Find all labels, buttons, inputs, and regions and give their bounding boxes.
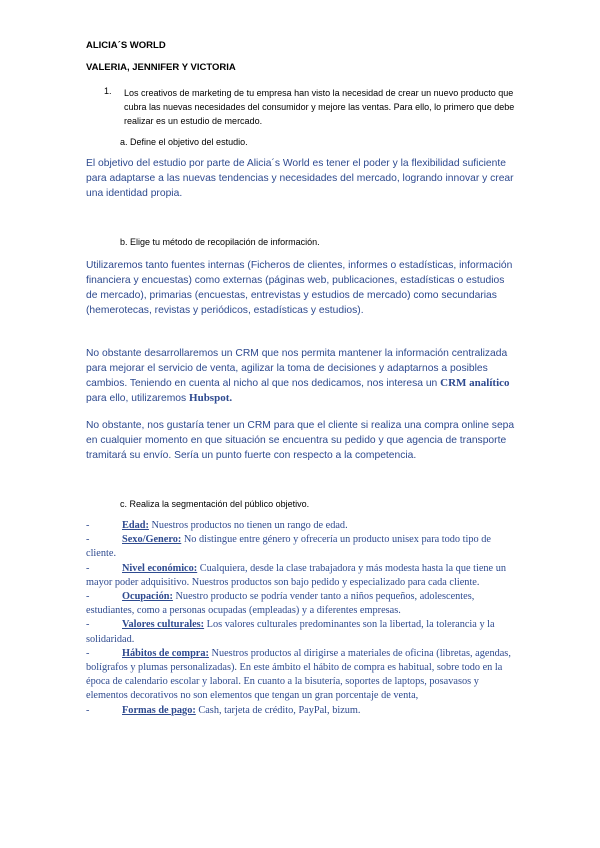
crm-analitico-term: CRM analítico: [440, 377, 510, 389]
list-dash: -: [86, 647, 90, 659]
segment-item-formas-pago: [86, 704, 516, 718]
segment-item-nivel-economico: [86, 562, 516, 590]
segment-item-ocupacion: [86, 590, 516, 618]
section-b-heading: b. Elige tu método de recopilación de información.: [120, 237, 320, 247]
section-b-paragraph-3: No obstante, nos gustaría tener un CRM para que el cliente si realiza una compra online sepa en cualquier momento en que situación se encuentra su pedido y que agencia de transporte tramitará su envío. Sería un punto fuerte con respecto a la competencia.: [86, 420, 515, 461]
list-dash: -: [86, 591, 90, 603]
section-b-p2-text-mid: para ello, utilizaremos: [86, 393, 190, 404]
section-b-p2-text-start: No obstante desarrollaremos un CRM que nos permita mantener la información centralizada para mejorar el servicio de venta, agilizar la toma de decisiones y adaptarnos a posibles cambios. Teniendo en cuenta al nicho al que nos dedicamos, nos interesa un: [86, 348, 508, 389]
segment-term: Hábitos de compra:: [122, 647, 209, 659]
question-text: Los creativos de marketing de tu empresa han visto la necesidad de crear un nuevo producto que cubra las nuevas necesidades del consumidor y mejore las ventas. Para ello, lo primero que debe realizar es un estudio de mercado.: [124, 88, 515, 126]
hubspot-term: Hubspot.: [189, 392, 233, 404]
segment-text: Los valores culturales predominantes son la libertad, la tolerancia y la solidaridad.: [86, 619, 495, 645]
segment-text: Cualquiera, desde la clase trabajadora y más modesta hasta la que tiene un mayor poder adquisitivo. Nuestros productos son bajo pedido y especializado para cada cliente.: [86, 562, 506, 588]
segment-term: Valores culturales:: [122, 619, 205, 631]
segment-text: Nuestro producto se podría vender tanto a niños pequeños, adolescentes, estudiantes, como a personas ocupadas (empleadas) y a diferentes empresas.: [86, 591, 475, 617]
document-authors: VALERIA, JENNIFER Y VICTORIA: [86, 62, 236, 73]
segment-term: Edad:: [122, 520, 149, 531]
section-a-answer: El objetivo del estudio por parte de Alicia´s World es tener el poder y la flexibilidad suficiente para adaptarse a las nuevas tendencias y necesidades del mercado, logrando innovar y crear una identidad propia.: [86, 158, 514, 199]
section-c-heading: c. Realiza la segmentación del público objetivo.: [120, 499, 310, 509]
list-dash: -: [86, 534, 90, 546]
segment-item-valores-culturales: [86, 618, 516, 646]
list-dash: -: [86, 562, 90, 574]
segmentation-list: [86, 519, 516, 718]
section-b-paragraph-2: [86, 346, 516, 406]
segment-text: Nuestros productos no tienen un rango de edad.: [148, 520, 348, 531]
segment-text: Cash, tarjeta de crédito, PayPal, bizum.: [195, 704, 361, 716]
segment-term: Formas de pago:: [122, 704, 196, 716]
segment-term: Ocupación:: [122, 591, 173, 603]
segment-text: Nuestros productos al dirigirse a materiales de oficina (libretas, agendas, bolígrafos y plumas personalizadas). En este ámbito el hábito de compra es habitual, sobre todo en la época de calendario escolar y laboral. En cuanto a la bisutería, soportes de laptops, posavasos y elementos decorativos no son elementos que tengan un gran porcentaje de venta,: [86, 647, 511, 702]
question-number: 1.: [104, 86, 112, 96]
segment-item-sexo: [86, 533, 516, 561]
document-title: ALICIA´S WORLD: [86, 40, 166, 51]
segment-term: Nivel económico:: [122, 562, 198, 574]
list-dash: -: [86, 520, 90, 531]
segment-item-habitos-compra: [86, 647, 516, 704]
list-dash: -: [86, 619, 90, 631]
section-b-paragraph-1: Utilizaremos tanto fuentes internas (Ficheros de clientes, informes o estadísticas, información financiera y encuestas) como externas (páginas web, publicaciones, estadísticas o estudios de mercado), primarias (encuestas, entrevistas y estudios de mercado) como secundarias (hemerotecas, revistas y periódicos, estadísticas y estudios).: [86, 260, 513, 316]
section-a-heading: a. Define el objetivo del estudio.: [120, 137, 248, 147]
segment-text: No distingue entre género y ofrecería un producto unisex para todo tipo de cliente.: [86, 534, 491, 560]
segment-term: Sexo/Genero:: [122, 534, 182, 546]
list-dash: -: [86, 704, 90, 716]
segment-item-edad: [86, 519, 516, 533]
